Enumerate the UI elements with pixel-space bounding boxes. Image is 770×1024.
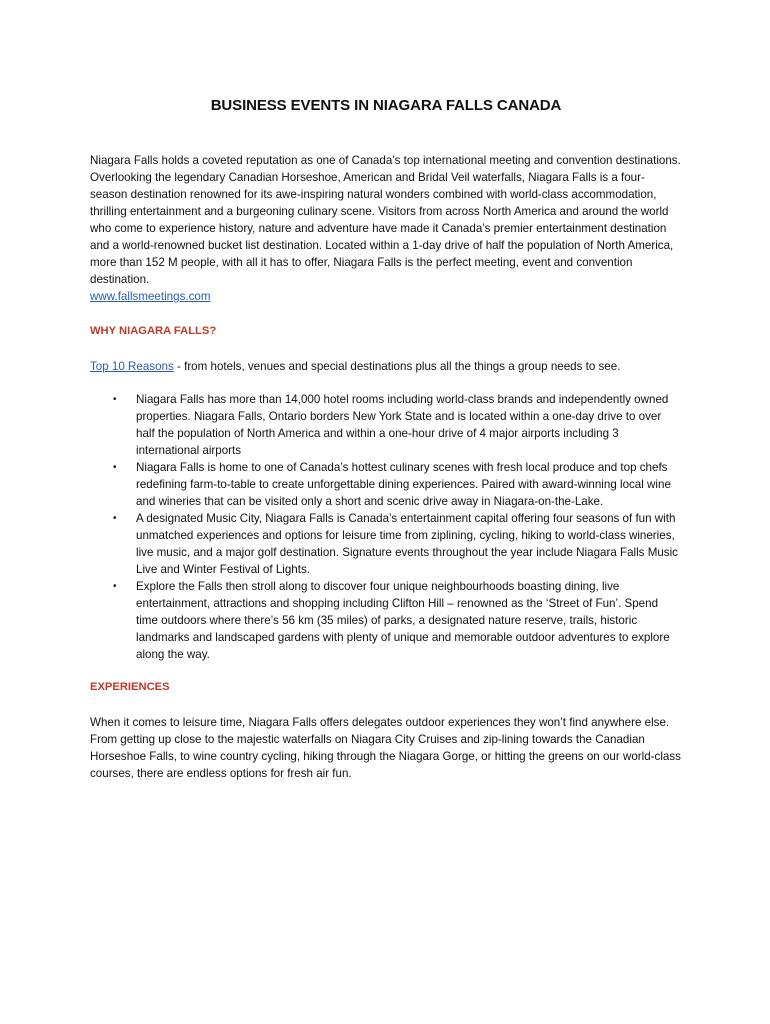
bullet-item-music-city [90, 510, 682, 578]
why-niagara-heading: WHY NIAGARA FALLS? [90, 325, 217, 337]
bullet-icon: • [113, 462, 117, 473]
bullet-text: Niagara Falls is home to one of Canada’s hottest culinary scenes with fresh local produce and top chefs redefining farm-to-table to create unforgettable dining experiences. Paired with award-winning local wine and wineries that can be visited only a short and scenic drive away in Niagara-on-the-Lake. [136, 461, 671, 508]
reasons-bullet-list [90, 391, 682, 663]
experiences-paragraph: When it comes to leisure time, Niagara Falls offers delegates outdoor experiences they won’t find anywhere else. From getting up close to the majestic waterfalls on Niagara City Cruises and zip-lining towards the Canadian Horseshoe Falls, to wine country cycling, hiking through the Niagara Gorge, or hitting the greens on our world-class courses, there are endless options for fresh air fun. [90, 716, 681, 780]
top-10-reasons-link[interactable]: Top 10 Reasons [90, 360, 174, 373]
bullet-icon: • [113, 581, 117, 592]
bullet-item-explore [90, 578, 682, 663]
bullet-icon: • [113, 513, 117, 524]
document-title: BUSINESS EVENTS IN NIAGARA FALLS CANADA [210, 97, 562, 114]
website-link[interactable]: www.fallsmeetings.com [90, 290, 211, 303]
document-page [90, 96, 682, 782]
intro-text: Niagara Falls holds a coveted reputation as one of Canada’s top international meeting and convention destinations. Overlooking the legendary Canadian Horseshoe, American and Bridal Veil waterfalls, Niagara Falls is a four-season destination renowned for its awe-inspiring natural wonders combined with world-class accommodation, thrilling entertainment and a burgeoning culinary scene. Visitors from across North America and around the world who come to experience history, nature and adventure have made it Canada’s premier entertainment destination and a world-renowned bucket list destination. Located within a 1-day drive of half the population of North America, more than 152 M people, with all it has to offer, Niagara Falls is the perfect meeting, event and convention destination. [90, 154, 681, 286]
bullet-text: A designated Music City, Niagara Falls is Canada’s entertainment capital offering four seasons of fun with unmatched experiences and options for leisure time from ziplining, cycling, hiking to world-class wineries, live music, and a major golf destination. Signature events throughout the year include Niagara Falls Music Live and Winter Festival of Lights. [136, 512, 678, 576]
bullet-item-hotels [90, 391, 682, 459]
intro-paragraph [90, 152, 682, 305]
bullet-text: Niagara Falls has more than 14,000 hotel rooms including world-class brands and independently owned properties. Niagara Falls, Ontario borders New York State and is located within a one-day drive to over half the population of North America and within a one-hour drive of 4 major airports including 3 international airports [136, 393, 669, 457]
bullet-item-culinary [90, 459, 682, 510]
experiences-heading: EXPERIENCES [90, 681, 170, 693]
reasons-text: - from hotels, venues and special destinations plus all the things a group needs to see. [173, 360, 621, 373]
bullet-icon: • [113, 394, 117, 405]
bullet-text: Explore the Falls then stroll along to discover four unique neighbourhoods boasting dining, live entertainment, attractions and shopping including Clifton Hill – renowned as the ‘Street of Fun’. Spend time outdoors where there’s 56 km (35 miles) of parks, a designated nature reserve, trails, historic landmarks and landscaped gardens with plenty of unique and memorable outdoor adventures to explore along the way. [136, 580, 670, 661]
reasons-line [90, 358, 682, 375]
